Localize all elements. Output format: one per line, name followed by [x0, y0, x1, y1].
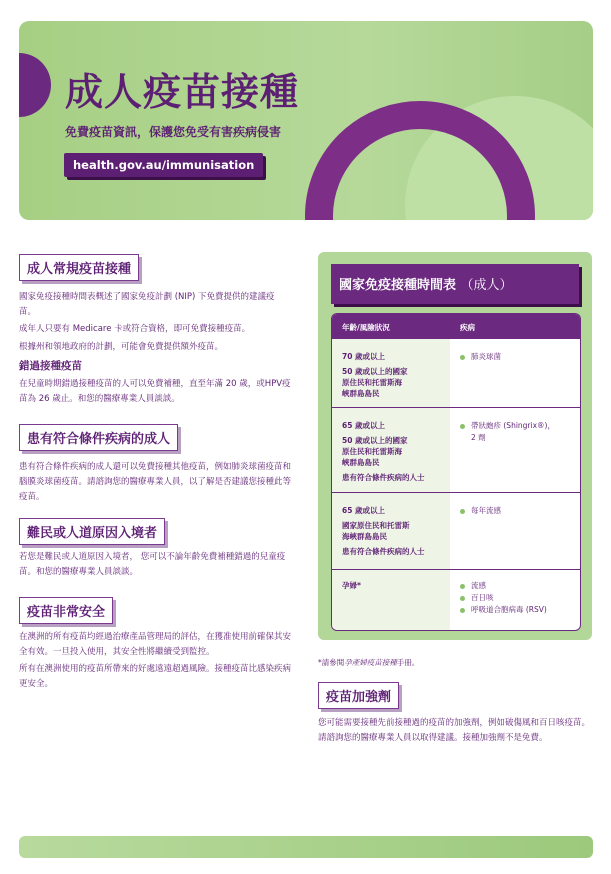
- column-header-age: 年齡/風險狀況: [342, 323, 390, 332]
- schedule-title: 國家免疫接種時間表 （成人）: [331, 264, 579, 304]
- conditions-paragraph: 患有符合條件疾病的成人還可以免費接種其他疫苗，例如肺炎球菌疫苗和腦膜炎球菌疫苗。請諮詢您的醫療專業人員，以了解是否建議您接種此等疫苗。: [19, 462, 292, 502]
- missed-vaccines-heading: 錯過接種疫苗: [19, 360, 82, 372]
- routine-paragraph-3: 根據州和領地政府的計劃，可能會免費提供額外疫苗。: [19, 342, 224, 352]
- table-row: 70 歲或以上 50 歲或以上的國家 原住民和托雷斯海 峽群島島民 肺炎球菌: [332, 338, 580, 408]
- table-row: 65 歲或以上 50 歲或以上的國家 原住民和托雷斯海 峽群島島民 患有符合條件疾病的人士 帶狀皰疹 (Shingrix®)， 2 劑: [332, 407, 580, 493]
- column-header-disease: 疾病: [460, 323, 475, 332]
- section-heading-refugees: 難民或人道原因入境者: [19, 518, 165, 545]
- routine-paragraph-2: 成年人只要有 Medicare 卡或符合資格，即可免費接種疫苗。: [19, 324, 251, 334]
- table-header: [332, 314, 580, 338]
- section-heading-conditions: 患有符合條件疾病的成人: [19, 424, 178, 451]
- section-heading-booster: 疫苗加強劑: [318, 682, 399, 709]
- safety-paragraph-1: 在澳洲的所有疫苗均經過治療產品管理局的評估，在獲准使用前確保其安全有效。一旦投入使用，其安全性將繼續受到監控。: [19, 632, 292, 657]
- page-title: 成人疫苗接種: [65, 70, 300, 114]
- booster-paragraph: 您可能需要接種先前接種過的疫苗的加強劑，例如破傷風和百日咳疫苗。請諮詢您的醫療專業人員以取得建議。接種加強劑不是免費。: [318, 718, 591, 743]
- footnote: *請參閱孕產婦疫苗接種手冊。: [318, 658, 420, 667]
- section-heading-safety: 疫苗非常安全: [19, 597, 113, 624]
- routine-paragraph-1: 國家免疫接種時間表概述了國家免疫計劃 (NIP) 下免費提供的建議疫苗。: [19, 292, 275, 317]
- section-heading-routine: 成人常規疫苗接種: [19, 254, 139, 281]
- table-row: 65 歲或以上 國家原住民和托雷斯 海峽群島島民 患有符合條件疾病的人士 每年流感: [332, 492, 580, 570]
- refugees-paragraph: 若您是難民或人道原因入境者， 您可以不論年齡免費補種錯過的兒童疫苗。和您的醫療專業人員談談。: [19, 552, 286, 577]
- schedule-panel: [318, 252, 592, 640]
- safety-paragraph-2: 所有在澳洲使用的疫苗所帶來的好處遠遠超過風險。接種疫苗比感染疾病更安全。: [19, 664, 292, 689]
- table-row: 孕婦* 流感 百日咳 呼吸道合胞病毒 (RSV): [332, 569, 580, 631]
- footer-bar: [19, 836, 593, 858]
- schedule-table: [331, 313, 581, 631]
- missed-vaccines-paragraph: 在兒童時期錯過接種疫苗的人可以免費補種，直至年滿 20 歲，或HPV疫苗為 26 歲止。和您的醫療專業人員談談。: [19, 379, 291, 404]
- page-subtitle: 免費疫苗資訊，保護您免受有害疾病侵害: [65, 125, 282, 139]
- hero-banner: [19, 21, 593, 220]
- website-link[interactable]: health.gov.au/immunisation: [64, 153, 263, 177]
- decorative-dot: [19, 53, 51, 117]
